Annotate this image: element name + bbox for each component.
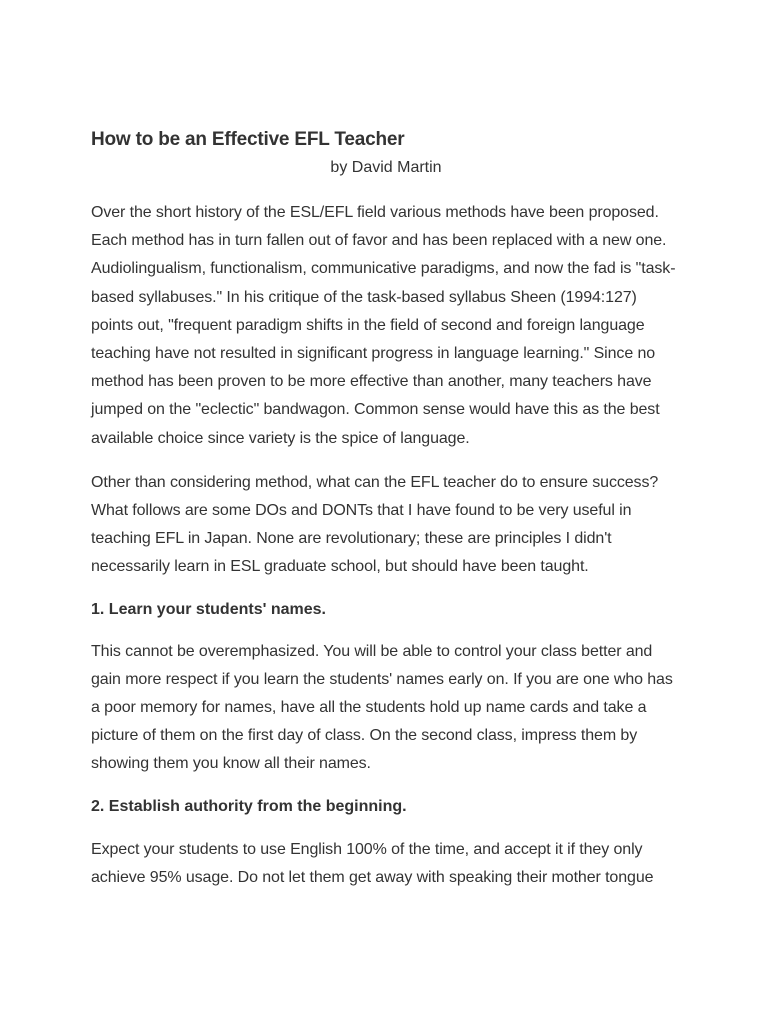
section-heading-2: 2. Establish authority from the beginning. (91, 797, 407, 815)
article-byline: by David Martin (330, 159, 442, 176)
paragraph-intro: Over the short history of the ESL/EFL field various methods have been proposed. Each method has in turn fallen out of favor and has been replaced with a new one. Audiolingualism, functionalism, communicative paradigms, and now the fad is "task-based syllabuses." In his critique of the task-based syllabus Sheen (1994:127) points out, "frequent paradigm shifts in the field of second and foreign language teaching have not resulted in significant progress in language learning." Since no method has been proven to be more effective than another, many teachers have jumped on the "eclectic" bandwagon. Common sense would have this as the best available choice since variety is the spice of language. (91, 204, 676, 447)
document-page (91, 126, 681, 892)
article-title: How to be an Effective EFL Teacher (91, 129, 405, 150)
paragraph-dos-donts: Other than considering method, what can the EFL teacher do to ensure success? What follows are some DOs and DONTs that I have found to be very useful in teaching EFL in Japan. None are revolutionary; these are principles I didn't necessarily learn in ESL graduate school, but should have been taught. (91, 473, 659, 576)
paragraph-authority: Expect your students to use English 100% of the time, and accept it if they only achieve 95% usage. Do not let them get away with speaking their mother tongue (91, 840, 654, 886)
paragraph-names: This cannot be overemphasized. You will be able to control your class better and gain more respect if you learn the students' names early on. If you are one who has a poor memory for names, have all the students hold up name cards and take a picture of them on the first day of class. On the second class, impress them by showing them you know all their names. (91, 642, 673, 773)
section-heading-1: 1. Learn your students' names. (91, 600, 326, 618)
